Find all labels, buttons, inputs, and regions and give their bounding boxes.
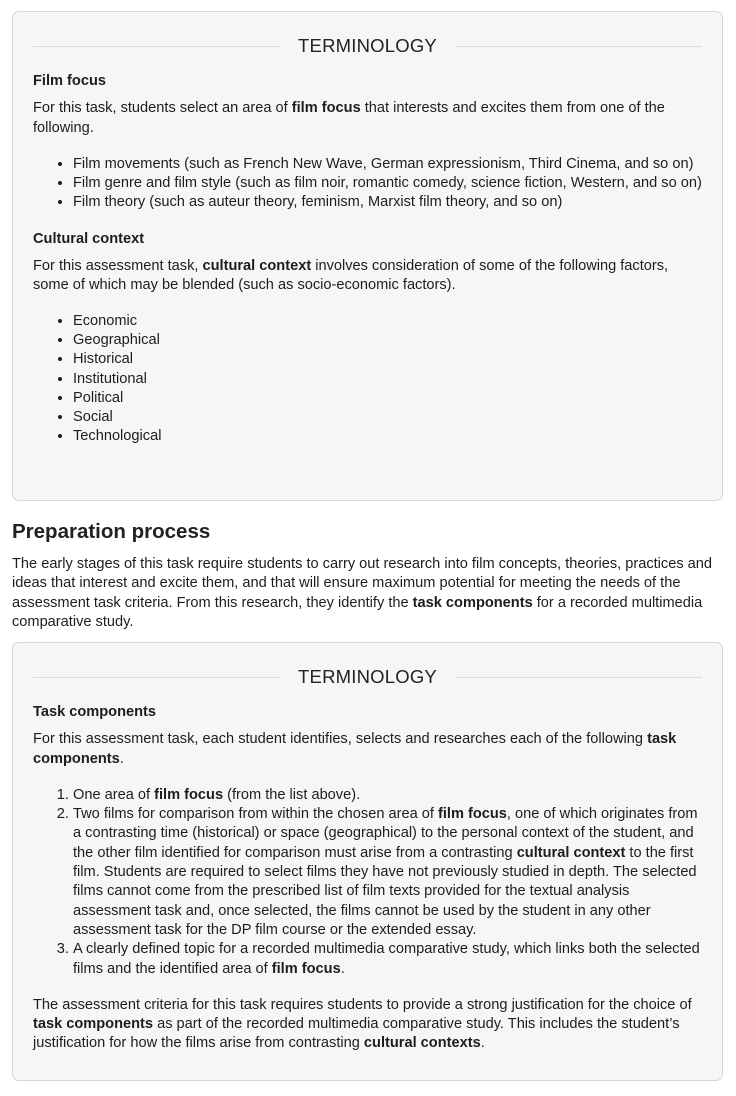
heading-divider-left bbox=[33, 677, 280, 678]
section-body: The early stages of this task require students to carry out research into film concepts, theories, practices and ideas that interest and excite them, and that will ensure maximum potential for meeting the needs of the assessment task criteria. From this research, they identify the task components for a recorded multimedia comparative study. bbox=[12, 556, 713, 630]
film-focus-title: Film focus bbox=[33, 73, 106, 89]
cultural-context-list bbox=[33, 312, 702, 447]
film-focus-intro: For this task, students select an area of film focus that interests and excites them from one of the following. bbox=[33, 100, 665, 136]
heading-divider-right bbox=[455, 46, 702, 47]
film-focus-list bbox=[33, 155, 702, 213]
terminology-box-task-components bbox=[12, 642, 723, 1081]
list-item: • Social bbox=[73, 408, 702, 427]
list-item: • Geographical bbox=[73, 331, 702, 350]
heading-divider-right bbox=[455, 677, 702, 678]
list-item: • Historical bbox=[73, 350, 702, 369]
cultural-context-intro: For this assessment task, cultural context involves consideration of some of the following factors, some of which may be blended (such as socio-economic factors). bbox=[33, 258, 669, 294]
terminology-box-film-focus bbox=[12, 11, 723, 501]
list-item: • Political bbox=[73, 389, 702, 408]
task-components-intro: For this assessment task, each student identifies, selects and researches each of the following task components. bbox=[33, 731, 677, 767]
task-components-title: Task components bbox=[33, 704, 156, 720]
list-item: 1. One area of film focus (from the list above). bbox=[73, 786, 702, 805]
list-item: 2. Two films for comparison from within the chosen area of film focus, one of which originates from a contrasting time (historical) or space (geographical) to the personal context of the student, and the other film identified for comparison must arise from a contrasting cultural context to the first film. Students are required to select films they have not previously studied in depth. The selected films cannot come from the prescribed list of film texts provided for the textual analysis assessment task and, once selected, the films cannot be used by the student in any other assessment task for the DP film course or the extended essay. bbox=[73, 805, 702, 940]
list-item: • Institutional bbox=[73, 370, 702, 389]
terminology-heading bbox=[33, 34, 702, 58]
list-item: • Film genre and film style (such as film noir, romantic comedy, science fiction, Western, and so on) bbox=[73, 174, 702, 193]
terminology-label: TERMINOLOGY bbox=[298, 666, 437, 688]
cultural-context-title: Cultural context bbox=[33, 230, 145, 247]
list-item: • Economic bbox=[73, 312, 702, 331]
list-item: • Technological bbox=[73, 427, 702, 446]
terminology-label: TERMINOLOGY bbox=[298, 35, 437, 57]
list-item: 3. A clearly defined topic for a recorded multimedia comparative study, which links both the selected films and the identified area of film focus. bbox=[73, 940, 702, 979]
heading-divider-left bbox=[33, 46, 280, 47]
list-item: • Film movements (such as French New Wave, German expressionism, Third Cinema, and so on) bbox=[73, 155, 702, 174]
terminology-heading bbox=[33, 665, 702, 689]
section-title: Preparation process bbox=[12, 520, 211, 543]
task-components-list bbox=[33, 786, 702, 979]
task-components-closing: The assessment criteria for this task requires students to provide a strong justification for the choice of task components as part of the recorded multimedia comparative study. This includes the student’s justification for how the films arise from contrasting cultural contexts. bbox=[33, 996, 692, 1052]
list-item: • Film theory (such as auteur theory, feminism, Marxist film theory, and so on) bbox=[73, 193, 702, 212]
